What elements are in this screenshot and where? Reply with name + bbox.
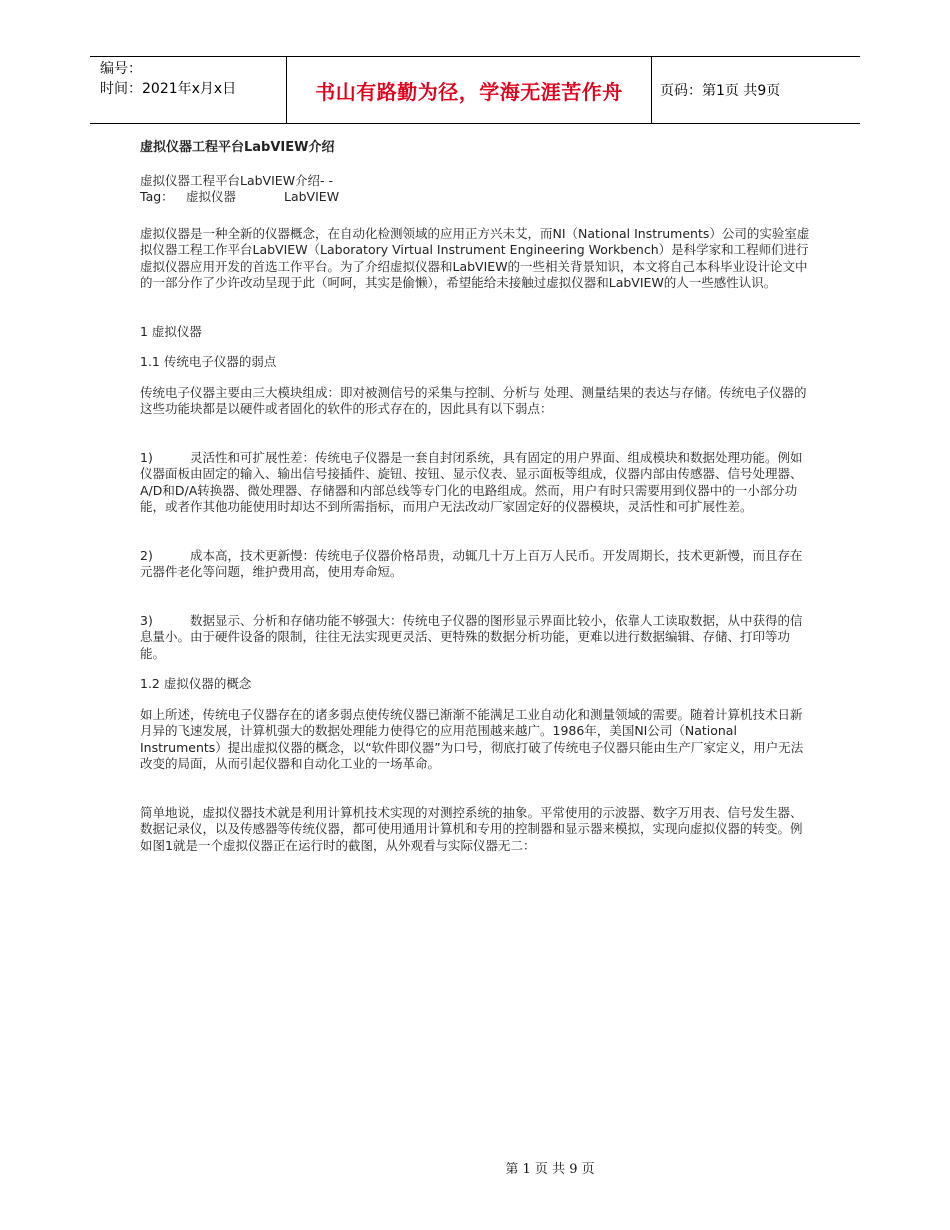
document-body — [140, 140, 812, 854]
header-page-label: 页码：第1页 共9页 — [660, 83, 781, 99]
intro-paragraph: 虚拟仪器是一种全新的仪器概念，在自动化检测领域的应用正方兴未艾，而NI（National Instruments）公司的实验室虚拟仪器工程工作平台LabVIEW（Laboratory Virtual Instrument Engineering Workbench）是科学家和工程师们进行虚拟仪器应用开发的首选工作平台。为了介绍虚拟仪器和LabVIEW的一些相关背景知识，本文将自己本科毕业设计论文中的一部分作了少许改动呈现于此（呵呵，其实是偷懒），希望能给未接触过虚拟仪器和LabVIEW的人一些感性认识。 — [140, 225, 810, 290]
tag-line — [140, 189, 812, 206]
section-heading-1-1: 1.1 传统电子仪器的弱点 — [140, 354, 277, 369]
time-label: 时间：2021年x月x日 — [100, 81, 237, 97]
list-item-2-num: 2) — [140, 547, 153, 563]
list-item-3 — [140, 613, 812, 663]
tag-link-1[interactable]: 虚拟仪器 — [186, 189, 237, 204]
list-item-1 — [140, 450, 812, 516]
paragraph-1-2a: 如上所述，传统电子仪器存在的诸多弱点使传统仪器已渐渐不能满足工业自动化和测量领域的需要。随着计算机技术日新月异的飞速发展，计算机强大的数据处理能力使得它的应用范围越来越广。1986年，美国NI公司（National Instruments）提出虚拟仪器的概念，以“软件即仪器”为口号，彻底打破了传统电子仪器只能由生产厂家定义，用户无法改变的局面，从而引起仪器和自动化工业的一场革命。 — [140, 706, 804, 771]
list-item-1-num: 1) — [140, 449, 153, 465]
header-meta — [90, 57, 286, 123]
list-item-2-text: 成本高，技术更新慢：传统电子仪器价格昂贵，动辄几十万上百万人民币。开发周期长，技术更新慢，而且存在元器件老化等问题，维护费用高，使用寿命短。 — [140, 547, 803, 579]
code-label: 编号： — [100, 61, 142, 77]
list-item-2 — [140, 548, 812, 581]
doc-subtitle: 虚拟仪器工程平台LabVIEW介绍- - — [140, 172, 334, 188]
list-item-3-text: 数据显示、分析和存储功能不够强大：传统电子仪器的图形显示界面比较小，依靠人工读取数据，从中获得的信息量小。由于硬件设备的限制，往往无法实现更灵活、更特殊的数据分析功能，更难以进行数据编辑、存储、打印等功能。 — [140, 612, 803, 661]
doc-title: 虚拟仪器工程平台LabVIEW介绍 — [140, 140, 335, 155]
section-heading-1: 1 虚拟仪器 — [140, 323, 202, 339]
page-header — [90, 56, 860, 124]
paragraph-1-2b: 简单地说，虚拟仪器技术就是利用计算机技术实现的对测控系统的抽象。平常使用的示波器、数字万用表、信号发生器、数据记录仪，以及传感器等传统仪器，都可使用通用计算机和专用的控制器和显示器来模拟，实现向虚拟仪器的转变。例如图1就是一个虚拟仪器正在运行时的截图，从外观看与实际仪器无二： — [140, 804, 803, 853]
list-item-3-num: 3) — [140, 612, 153, 628]
header-motto: 书山有路勤为径，学海无涯苦作舟 — [286, 57, 652, 123]
tag-label: Tag： — [140, 189, 174, 204]
page-footer: 第 1 页 共 9 页 — [505, 1162, 595, 1177]
section-heading-1-2: 1.2 虚拟仪器的概念 — [140, 676, 252, 691]
paragraph-1-1: 传统电子仪器主要由三大模块组成：即对被测信号的采集与控制、分析与 处理、测量结果的表达与存储。传统电子仪器的这些功能块都是以硬件或者固化的软件的形式存在的，因此具有以下弱点： — [140, 384, 807, 416]
list-item-1-text: 灵活性和可扩展性差：传统电子仪器是一套自封闭系统，具有固定的用户界面、组成模块和数据处理功能。例如仪器面板由固定的输入、输出信号接插件、旋钮、按钮、显示仪表、显示面板等组成，仪器内部由传感器、信号处理器、A/D和D/A转换器、微处理器、存储器和内部总线等专门化的电路组成。然而，用户有时只需要用到仪器中的一小部分功能，或者作其他功能使用时却达不到所需指标，而用户无法改动厂家固定好的仪器模块，灵活性和可扩展性差。 — [140, 449, 803, 514]
tag-link-2[interactable]: LabVIEW — [284, 189, 340, 204]
